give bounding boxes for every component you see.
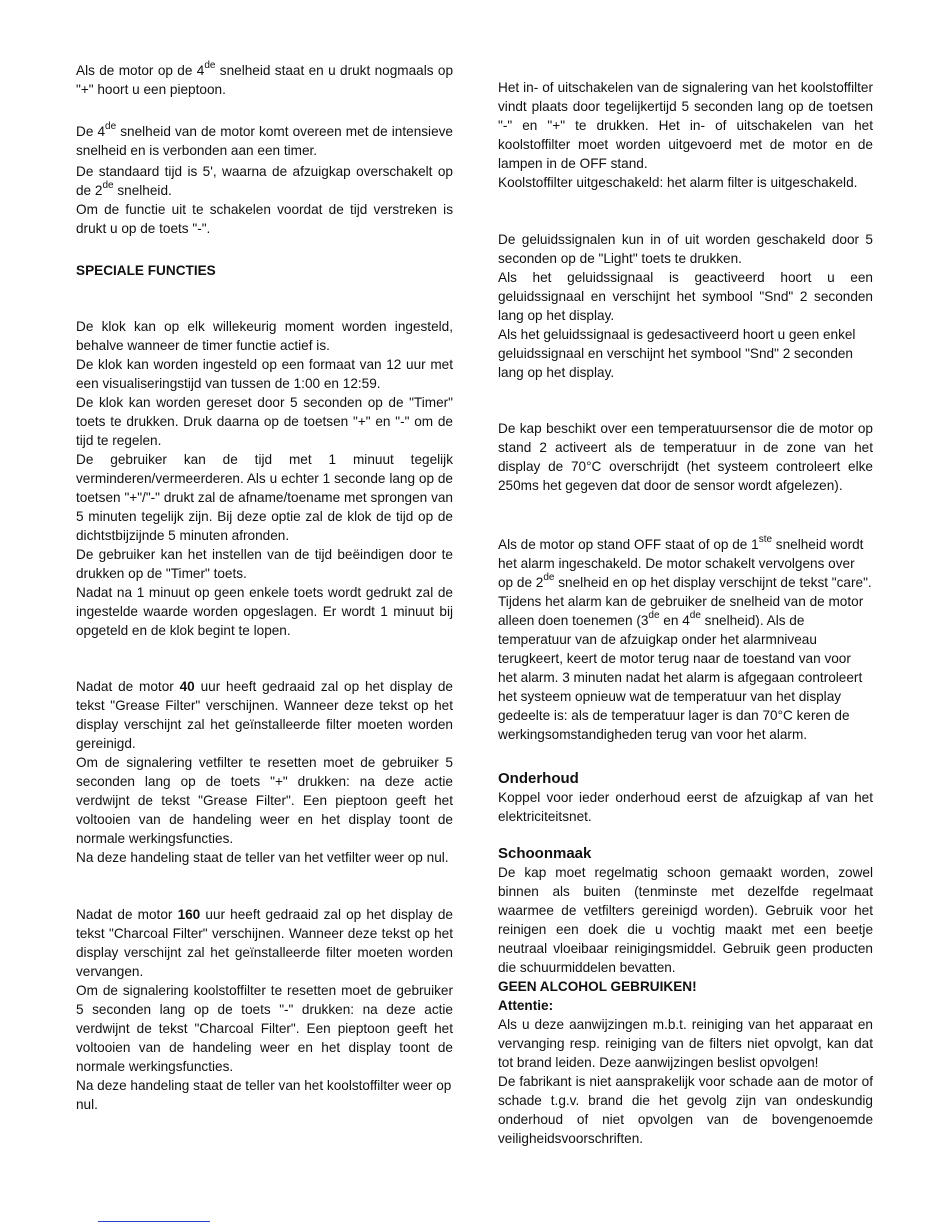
paragraph-intensive-speed: De 4de snelheid van de motor komt overeen met de intensieve snelheid en is verbonden aan een timer. De standaard tijd is 5', waarna de afzuigkap overschakelt op de 2de snelheid. Om de functie uit te schakelen voordat de tijd verstreken is drukt u op de toets "-". xyxy=(76,121,453,236)
section-heading-special-functions: SPECIALE FUNCTIES xyxy=(76,263,216,278)
warning-no-alcohol: GEEN ALCOHOL GEBRUIKEN! xyxy=(498,979,697,994)
attention-label: Attentie: xyxy=(498,998,554,1013)
section-maintenance: Onderhoud Koppel voor ieder onderhoud eerst de afzuigkap af van het elektriciteitsnet. xyxy=(498,770,873,824)
paragraph-clock: De klok kan op elk willekeurig moment worden ingesteld, behalve wanneer de timer functie actief is. De klok kan worden ingesteld op een formaat van 12 uur met een visualiseringstijd van tussen de 1:00 en 12:59. De klok kan worden gereset door 5 seconden op de "Timer" toets te drukken. Druk daarna op de toetsen "+" en "-" om de tijd te regelen. De gebruiker kan de tijd met 1 minuut tegelijk verminderen/vermeerderen. Als u echter 1 seconde lang op de toetsen "+"/"-" drukt zal de afname/toename met sprongen van 5 minuten tegelijk zijn. Bij deze optie zal de klok de tijd op de dichtstbijzijnde 5 minuten afronden. De gebruiker kan het instellen van de tijd beëindigen door te drukken op de "Timer" toets. Nadat na 1 minuut op geen enkele toets wordt gedrukt zal de ingestelde waarde worden opgeslagen. Er wordt 1 minuut bij opgeteld en de klok begint te lopen. xyxy=(76,319,453,638)
paragraph-grease-filter: Nadat de motor 40 uur heeft gedraaid zal op het display de tekst "Grease Filter" verschijnen. Wanneer deze tekst op het display verschijnt zal het geïnstalleerde filter moeten worden gereinigd. Om de signalering vetfilter te resetten moet de gebruiker 5 seconden lang op de toets "+" drukken: na deze actie verdwijnt de tekst "Grease Filter". Een pieptoon geeft het voltooien van de handeling weer en het display toont de normale werkingsfuncties. Na deze handeling staat de teller van het vetfilter weer op nul. xyxy=(76,679,453,865)
paragraph-temperature-sensor: De kap beschikt over een temperatuursensor die de motor op stand 2 activeert als de temperatuur in de zone van het display de 70°C overschrijdt (het systeem controleert elke 250ms het gegeven dat door de sensor wordt afgelezen). xyxy=(498,421,873,493)
paragraph-4th-speed-beep: Als de motor op de 4de snelheid staat en u drukt nogmaals op "+" hoort u een pieptoon. xyxy=(76,60,454,97)
footnote-divider xyxy=(98,1221,210,1222)
paragraph-charcoal-filter: Nadat de motor 160 uur heeft gedraaid zal op het display de tekst "Charcoal Filter" verschijnen. Wanneer deze tekst op het display verschijnt zal het geïnstalleerde filter moeten worden vervangen. Om de signalering koolstoffilter te resetten moet de gebruiker 5 seconden lang op de toets "-" drukken: na deze actie verdwijnt de tekst "Charcoal Filter". Een pieptoon geeft het voltooien van de handeling weer en het display toont de normale werkingsfuncties. Na deze handeling staat de teller van het koolstoffilter weer op nul. xyxy=(76,907,453,1112)
paragraph-charcoal-toggle: Het in- of uitschakelen van de signalering van het koolstoffilter vindt plaats door tegelijkertijd 5 seconden lang op de toetsen "-" en "+" te drukken. Het in- of uitschakelen van het koolstoffilter moet worden uitgevoerd met de motor en de lampen in de OFF stand. Koolstoffilter uitgeschakeld: het alarm filter is uitgeschakeld. xyxy=(498,80,873,190)
heading-cleaning: Schoonmaak xyxy=(498,845,592,862)
heading-maintenance: Onderhoud xyxy=(498,770,579,787)
paragraph-temperature-alarm: Als de motor op stand OFF staat of op de 1ste snelheid wordt het alarm ingeschakeld. De motor schakelt vervolgens over op de 2de snelheid en op het display verschijnt de tekst "care". Tijdens het alarm kan de gebruiker de snelheid van de motor alleen doen toenemen (3de en 4de snelheid). Als de temperatuur van de afzuigkap onder het alarmniveau terugkeert, keert de motor terug naar de toestand van voor het alarm. 3 minuten nadat het alarm is afgegaan controleert het systeem opnieuw wat de temperatuur van het display gedeelte is: als de temperatuur lager is dan 70°C keren de werkingsomstandigheden terug van voor het alarm. xyxy=(498,534,872,742)
section-cleaning: Schoonmaak De kap moet regelmatig schoon gemaakt worden, zowel binnen als buiten (tenminste met dezelfde regelmaat waarmee de vetfilters gereinigd worden). Gebruik voor het reinigen een doek die u vochtig maakt met een beetje neutraal vloeibaar reinigingsmiddel. Gebruik geen producten die schuurmiddelen bevatten. GEEN ALCOHOL GEBRUIKEN! Attentie: Als u deze aanwijzingen m.b.t. reiniging van het apparaat en vervanging resp. reiniging van de filters niet opvolgt, kan dat tot brand leiden. Deze aanwijzingen beslist opvolgen! De fabrikant is niet aansprakelijk voor schade aan de motor of schade t.g.v. brand die het gevolg zijn van ondeskundig onderhoud of niet opvolgen van de bovengenoemde veiligheidsvoorschriften. xyxy=(498,845,873,1146)
paragraph-sound-signals: De geluidssignalen kun in of uit worden geschakeld door 5 seconden op de "Light" toets te drukken. Als het geluidssignaal is geactiveerd hoort u een geluidssignaal en verschijnt het symbool "Snd" 2 seconden lang op het display. Als het geluidssignaal is gedesactiveerd hoort u geen enkel geluidssignaal en verschijnt het symbool "Snd" 2 seconden lang op het display. xyxy=(498,232,873,380)
